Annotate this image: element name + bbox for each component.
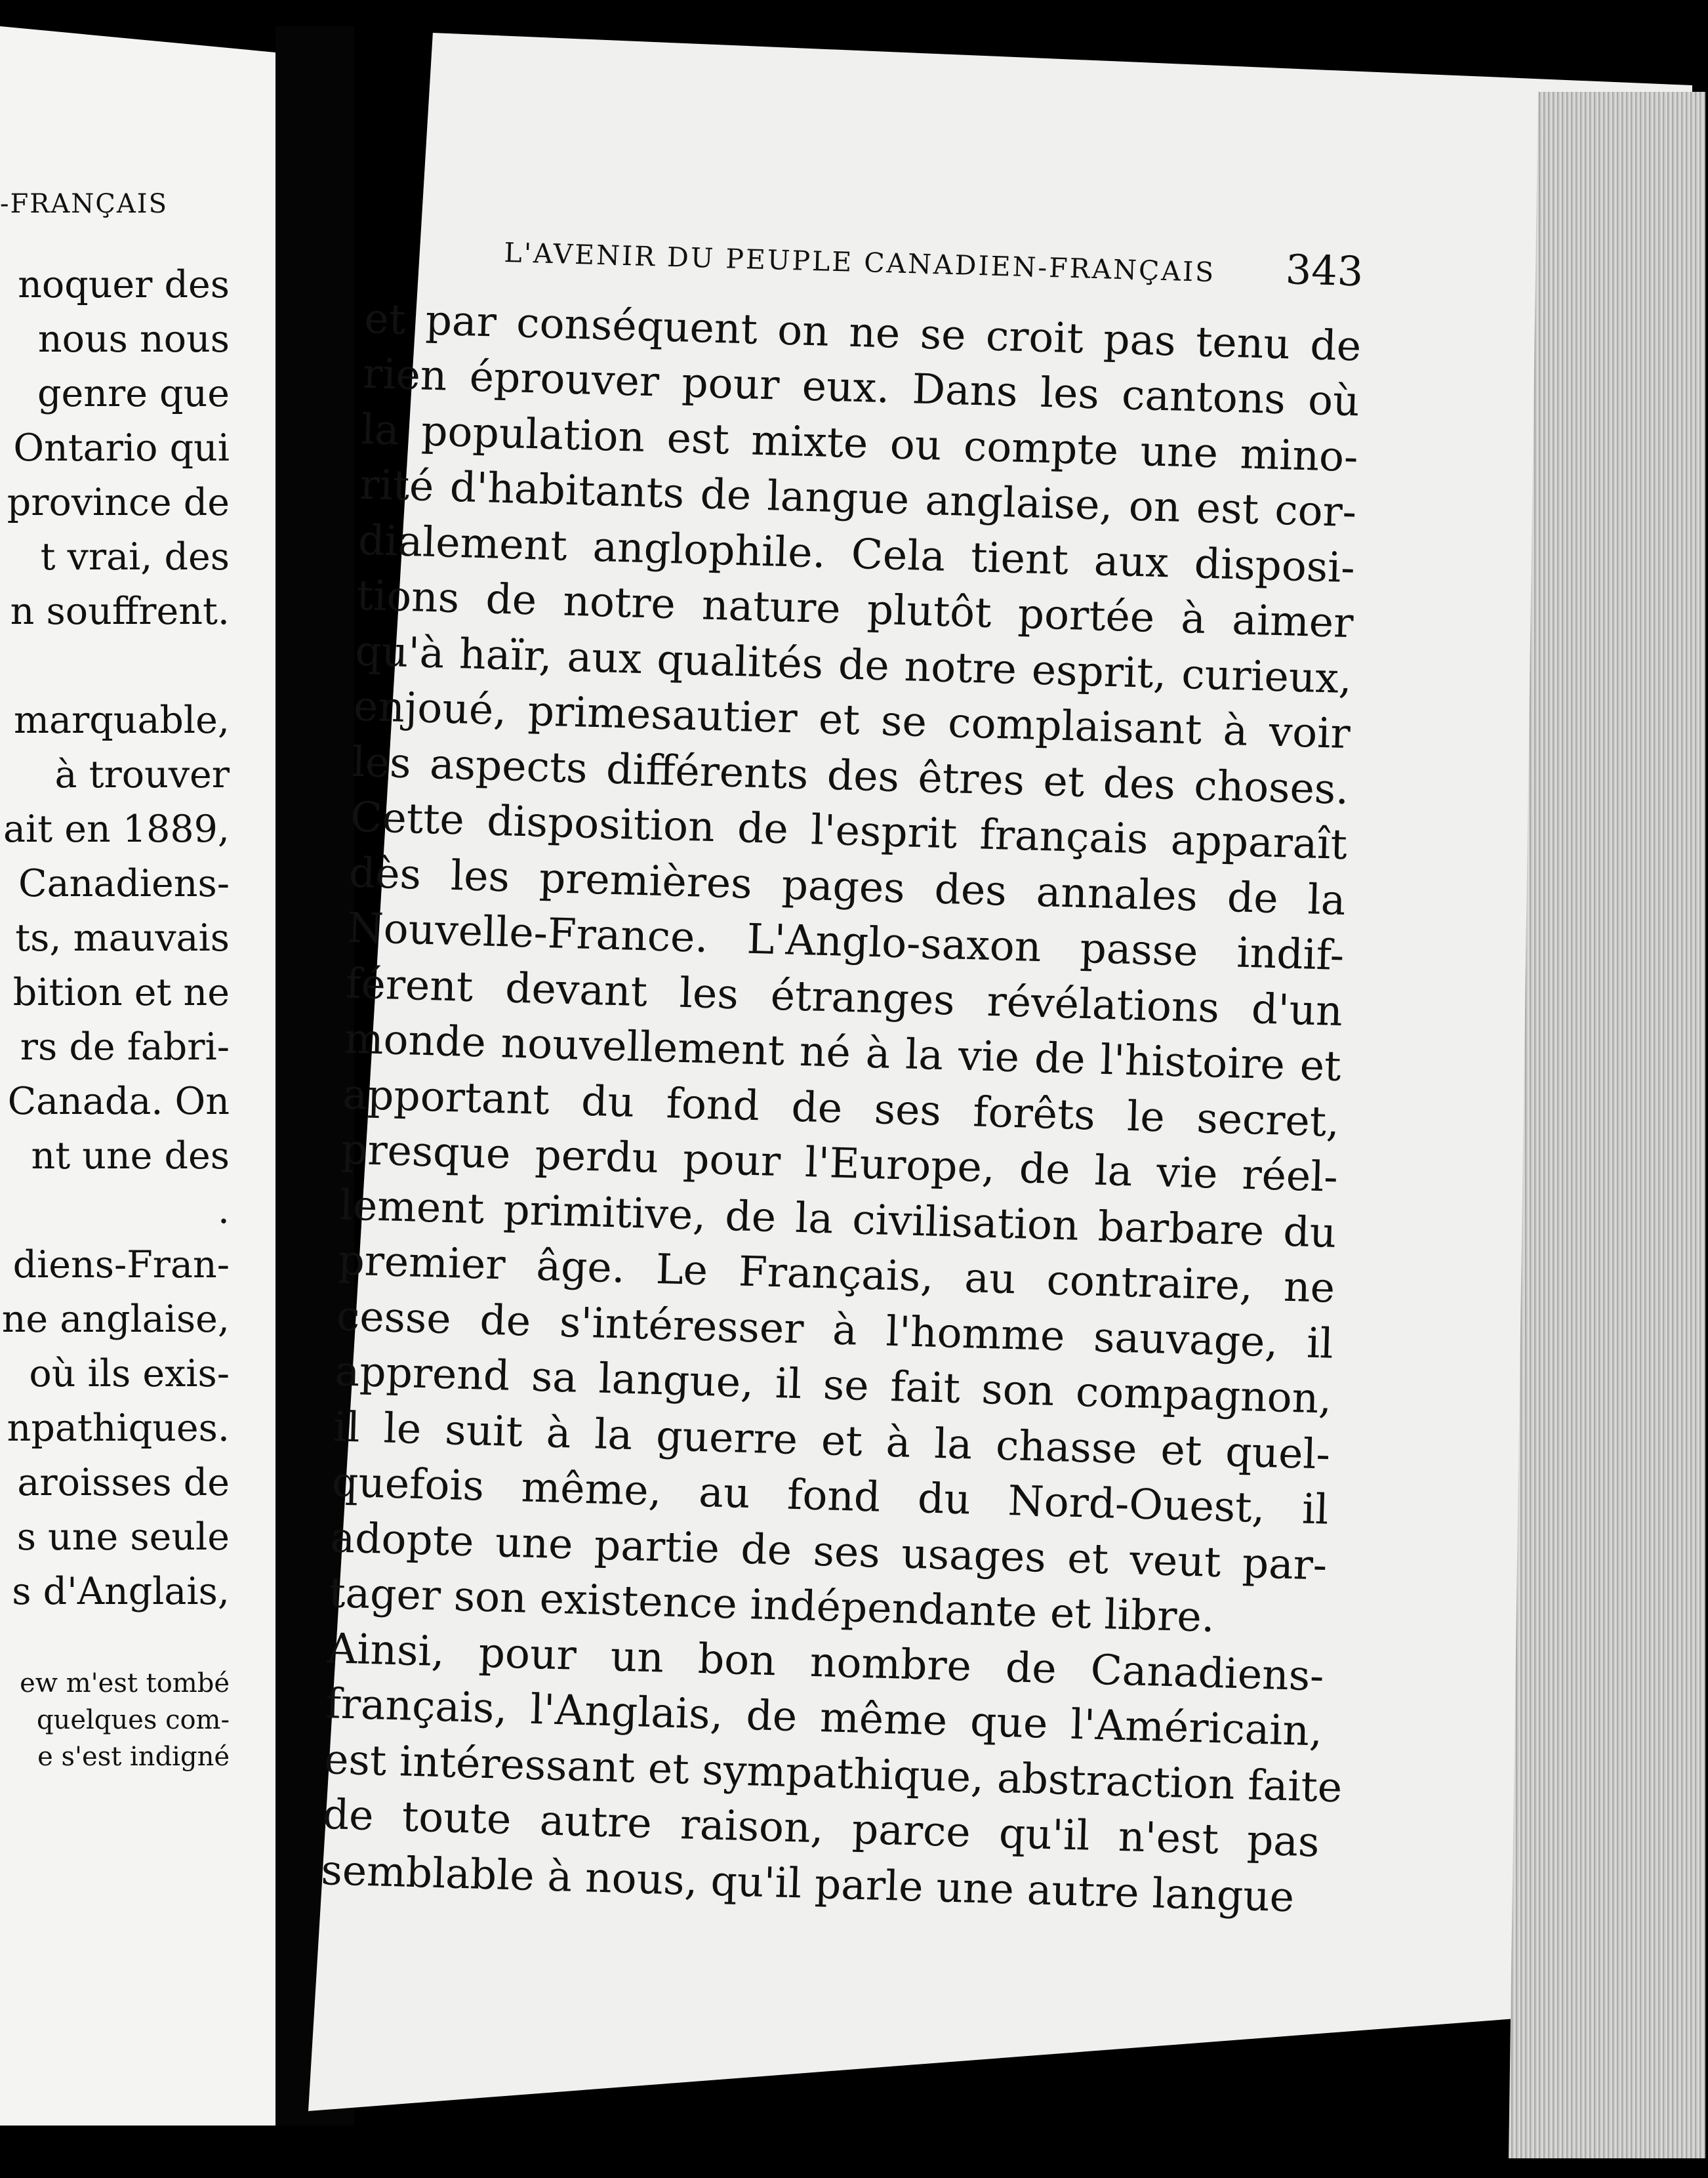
text-line	[0, 639, 230, 693]
text-line: nt une des	[31, 1134, 230, 1178]
text-line: il le suit à la guerre et à la chasse et quel-	[333, 1402, 1331, 1479]
text-line: adopte une partie de ses usages et veut par-	[329, 1513, 1328, 1590]
footnote-gap	[0, 1619, 230, 1665]
text-line: apprend sa langue, il se fait son compagnon,	[334, 1347, 1333, 1423]
text-line: s une seule	[16, 1515, 230, 1559]
text-line: ew m'est tombé	[20, 1668, 230, 1698]
text-line: Canada. On	[7, 1080, 230, 1123]
text-line: férent devant les étranges révélations d'un	[345, 959, 1343, 1035]
text-line: noquer des	[18, 263, 230, 306]
left-page-text	[0, 177, 230, 1775]
text-line: nous nous	[37, 318, 230, 361]
text-line: quelques com-	[36, 1705, 230, 1735]
text-line: Ainsi, pour un bon nombre de Canadiens-	[327, 1624, 1325, 1700]
text-line: Nouvelle-France. L'Anglo-saxon passe indif-	[346, 903, 1345, 980]
text-line: où ils exis-	[29, 1352, 230, 1395]
text-line: genre que	[37, 372, 230, 415]
text-line: dès les premières pages des annales de la	[348, 848, 1347, 924]
text-line: semblable à nous, qu'il parle une autre langue	[320, 1845, 1295, 1921]
text-line: .	[217, 1189, 230, 1232]
text-line: dialement anglophile. Cela tient aux disposi-	[357, 516, 1356, 592]
text-line: province de	[7, 481, 230, 524]
text-line: français, l'Anglais, de même que l'Américain,	[325, 1679, 1324, 1756]
text-line: rs de fabri-	[20, 1025, 230, 1069]
text-line: lement primitive, de la civilisation barbare du	[338, 1180, 1337, 1257]
text-line: apportant du fond de ses forêts le secret,	[342, 1069, 1341, 1146]
text-line: tions de notre nature plutôt portée à aimer	[356, 571, 1354, 647]
text-line: marquable,	[13, 699, 230, 742]
text-line: tager son existence indépendante et libre.	[328, 1569, 1215, 1641]
text-line: presque perdu pour l'Europe, de la vie réel-	[340, 1125, 1339, 1201]
right-page-text	[320, 216, 1364, 1925]
text-line: t vrai, des	[40, 535, 230, 579]
text-line: s d'Anglais,	[12, 1570, 230, 1613]
text-line: diens-Fran-	[12, 1243, 230, 1286]
text-line: quefois même, au fond du Nord-Ouest, il	[331, 1458, 1330, 1534]
text-line: e s'est indigné	[37, 1742, 230, 1772]
text-line: Ontario qui	[13, 426, 230, 470]
right-running-head: L'AVENIR DU PEUPLE CANADIEN-FRANÇAIS	[503, 236, 1216, 289]
text-line: qu'à haïr, aux qualités de notre esprit, curieux,	[354, 627, 1352, 703]
text-line: Cette disposition de l'esprit français apparaît	[350, 792, 1348, 869]
left-running-head: -FRANÇAIS	[0, 189, 168, 219]
text-line: bition et ne	[12, 971, 230, 1014]
text-line: npathiques.	[7, 1407, 230, 1450]
text-line: est intéressant et sympathique, abstraction faite	[323, 1735, 1343, 1811]
text-line: rien éprouver pour eux. Dans les cantons où	[362, 349, 1360, 426]
left-footnote	[0, 1665, 230, 1775]
text-line: les aspects différents des êtres et des choses.	[351, 737, 1350, 813]
text-line: Canadiens-	[18, 862, 230, 905]
text-line: et par conséquent on ne se croit pas tenu de	[363, 294, 1362, 370]
text-line: rité d'habitants de langue anglaise, on est cor-	[359, 460, 1358, 537]
left-body	[0, 258, 230, 1619]
page-number: 343	[1284, 245, 1364, 296]
text-line: aroisses de	[17, 1461, 230, 1504]
text-line: cesse de s'intéresser à l'homme sauvage, il	[336, 1291, 1334, 1368]
text-line: monde nouvellement né à la vie de l'histoire et	[343, 1014, 1342, 1090]
text-line: premier âge. Le Français, au contraire, ne	[337, 1236, 1335, 1312]
right-body	[320, 291, 1362, 1925]
text-line: n souffrent.	[10, 590, 230, 633]
page-edges	[1509, 92, 1705, 2158]
text-line: ait en 1889,	[3, 808, 230, 851]
text-line: de toute autre raison, parce qu'il n'est pas	[321, 1790, 1320, 1866]
text-line: à trouver	[54, 753, 230, 796]
text-line: enjoué, primesautier et se complaisant à voir	[353, 682, 1351, 758]
text-line: la population est mixte ou compte une mino-	[360, 405, 1359, 481]
text-line: ts, mauvais	[15, 916, 230, 960]
text-line: ne anglaise,	[1, 1298, 230, 1341]
